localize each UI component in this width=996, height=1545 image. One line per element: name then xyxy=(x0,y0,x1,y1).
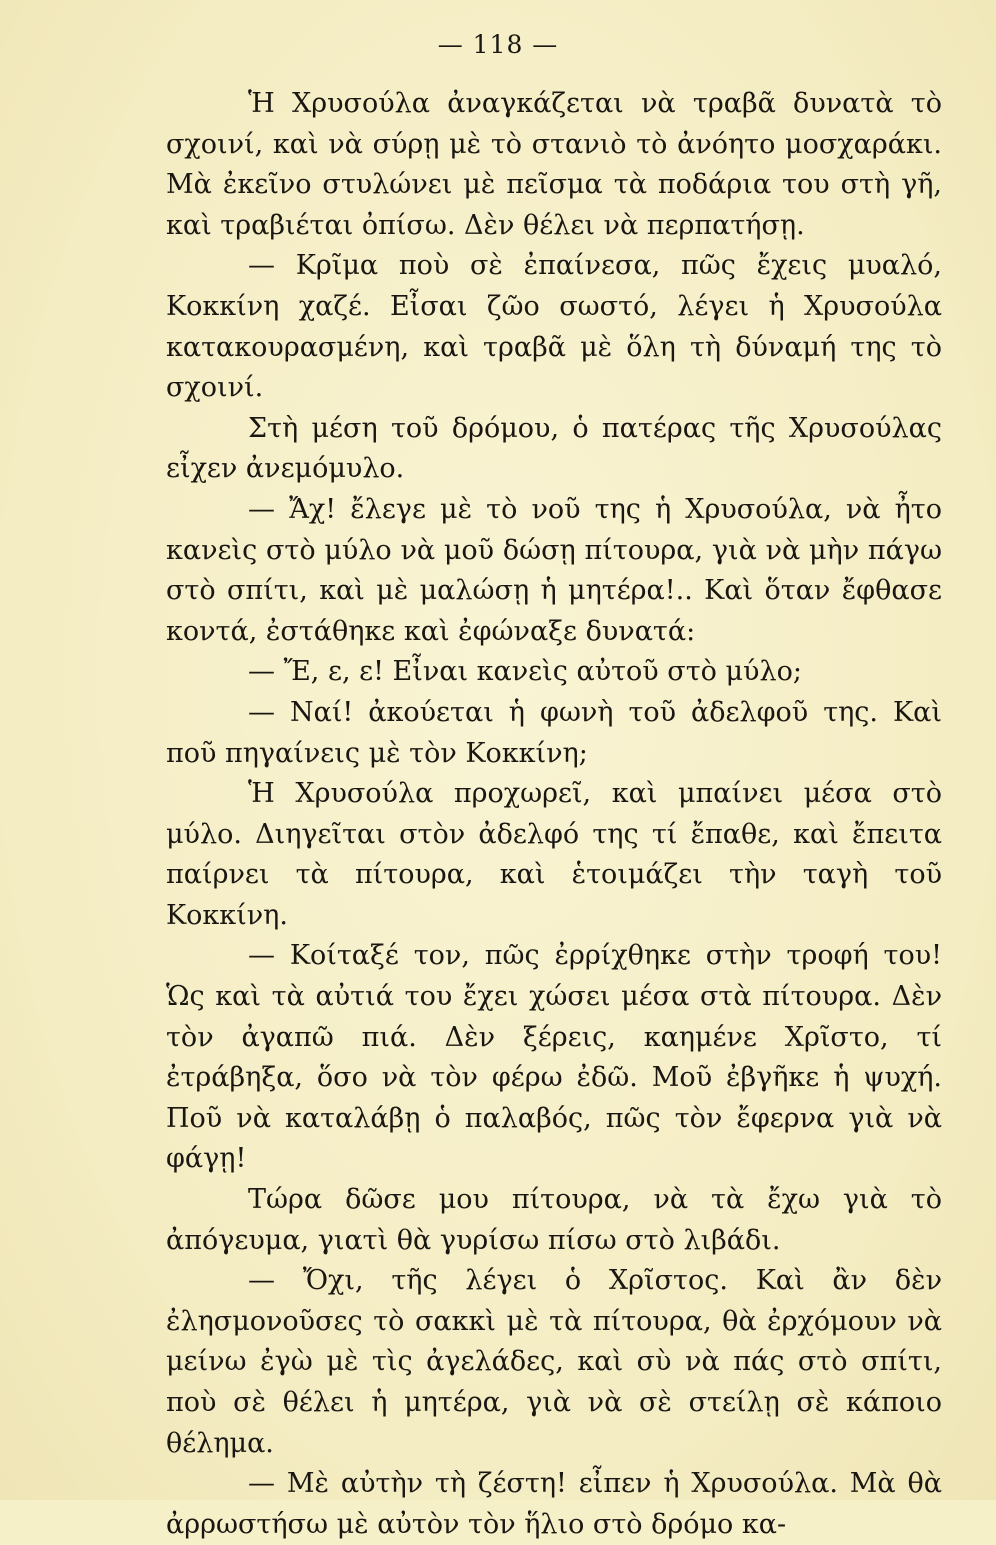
paragraph: — Κρῖμα ποὺ σὲ ἐπαίνεσα, πῶς ἔχεις μυαλό, Κοκκίνη χαζέ. Εἶσαι ζῶο σωστό, λέγει ἡ Χρυσούλα κατακουρασμένη, καὶ τραβᾶ μὲ ὅλη τὴ δύναμή της τὸ σχοινί. xyxy=(166,250,942,404)
paragraph: Ἡ Χρυσούλα προχωρεῖ, καὶ μπαίνει μέσα στὸ μύλο. Διηγεῖται στὸν ἀδελφό της τί ἔπαθε, καὶ ἔπειτα παίρνει τὰ πίτουρα, καὶ ἑτοιμάζει τὴν ταγὴ τοῦ Κοκκίνη. xyxy=(166,778,942,931)
paragraph: — Ἄχ! ἔλεγε μὲ τὸ νοῦ της ἡ Χρυσούλα, νὰ ἦτο κανεὶς στὸ μύλο νὰ μοῦ δώσῃ πίτουρα, γιὰ νὰ μὴν πάγω στὸ σπίτι, καὶ μὲ μαλώσῃ ἡ μητέρα!.. Καὶ ὅταν ἔφθασε κοντά, ἐστάθηκε καὶ ἐφώναξε δυνατά: xyxy=(166,493,942,647)
body-text xyxy=(166,84,942,1545)
paragraph: — Ὄχι, τῆς λέγει ὁ Χρῖστος. Καὶ ἂν δὲν ἐλησμονοῦσες τὸ σακκὶ μὲ τὰ πίτουρα, θὰ ἐρχόμουν νὰ μείνω ἐγὼ μὲ τὶς ἀγελάδες, καὶ σὺ νὰ πάς στὸ σπίτι, ποὺ σὲ θέλει ἡ μητέρα, γιὰ νὰ σὲ στείλῃ σὲ κάποιο θέλημα. xyxy=(166,1265,942,1459)
paragraph: — Κοίταξέ τον, πῶς ἐρρίχθηκε στὴν τροφή του! Ὡς καὶ τὰ αὐτιά του ἔχει χώσει μέσα στὰ πίτουρα. Δὲν τὸν ἀγαπῶ πιά. Δὲν ξέρεις, καημένε Χρῖστο, τί ἐτράβηξα, ὅσο νὰ τὸν φέρω ἐδῶ. Μοῦ ἐβγῆκε ἡ ψυχή. Ποῦ νὰ καταλάβῃ ὁ παλαβός, πῶς τὸν ἔφερνα γιὰ νὰ φάγῃ! xyxy=(166,940,942,1175)
paragraph: Στὴ μέση τοῦ δρόμου, ὁ πατέρας τῆς Χρυσούλας εἶχεν ἀνεμόμυλο. xyxy=(166,412,942,485)
paragraph: Τώρα δῶσε μου πίτουρα, νὰ τὰ ἔχω γιὰ τὸ ἀπόγευμα, γιατὶ θὰ γυρίσω πίσω στὸ λιβάδι. xyxy=(166,1184,942,1256)
paragraph: Ἡ Χρυσούλα ἀναγκάζεται νὰ τραβᾶ δυνατὰ τὸ σχοινί, καὶ νὰ σύρῃ μὲ τὸ στανιὸ τὸ ἀνόητο μοσχαράκι. Μὰ ἐκεῖνο στυλώνει μὲ πεῖσμα τὰ ποδάρια του στὴ γῆ, καὶ τραβιέται ὀπίσω. Δὲν θέλει νὰ περπατήσῃ. xyxy=(166,88,942,241)
paragraph: — Ἔ, ε, ε! Εἶναι κανεὶς αὐτοῦ στὸ μύλο; xyxy=(248,656,802,688)
paragraph: — Ναί! ἀκούεται ἡ φωνὴ τοῦ ἀδελφοῦ της. Καὶ ποῦ πηγαίνεις μὲ τὸν Κοκκίνη; xyxy=(166,696,942,769)
page-number: — 118 — xyxy=(437,30,559,59)
paragraph: — Μὲ αὐτὴν τὴ ζέστη! εἶπεν ἡ Χρυσούλα. Μὰ θὰ ἀρρωστήσω μὲ αὐτὸν τὸν ἥλιο στὸ δρόμο κα- xyxy=(166,1468,942,1540)
